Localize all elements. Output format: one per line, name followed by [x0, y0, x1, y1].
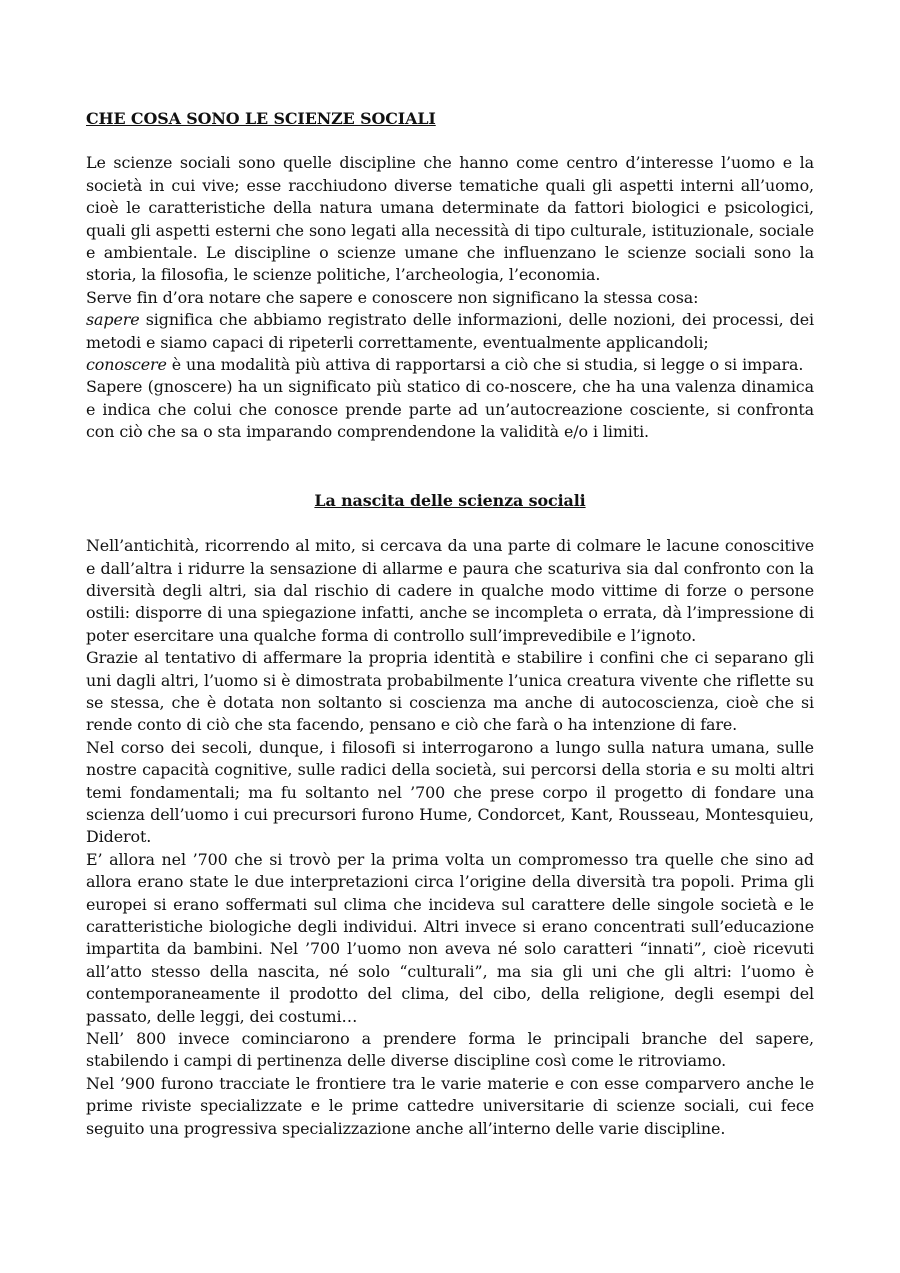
paragraph-identita: Grazie al tentativo di affermare la propria identità e stabilire i confini che ci separano gli uni dagli altri, l’uomo si è dimostrata probabilmente l’unica creatura vivente che riflette su se stessa, che è dotata non soltanto si coscienza ma anche di autocoscienza, cioè che si rende conto di ciò che sta facendo, pensano e ciò che farà o ha intenzione di fare.	[86, 648, 814, 735]
section-subtitle: La nascita delle scienza sociali	[314, 490, 586, 510]
paragraph-sapere-text: significa che abbiamo registrato delle informazioni, delle nozioni, dei processi, dei metodi e siamo capaci di ripeterli correttamente, eventualmente applicandoli;	[86, 310, 814, 352]
document-page	[86, 108, 814, 1140]
term-conoscere: conoscere	[86, 355, 167, 375]
paragraph-settecento: E’ allora nel ’700 che si trovò per la prima volta un compromesso tra quelle che sino ad allora erano state le due interpretazioni circa l’origine della diversità tra popoli. Prima gli europei si erano soffermati sul clima che incideva sul carattere delle singole società e le caratteristiche biologiche degli individui. Altri invece si erano concentrati sull’educazione impartita da bambini. Nel ’700 l’uomo non aveva né solo caratteri “innati”, cioè ricevuti all’atto stesso della nascita, né solo “culturali”, ma sia gli uni che gli altri: l’uomo è contemporaneamente il prodotto del clima, del cibo, della religione, degli esempi del passato, delle leggi, dei costumi…	[86, 849, 814, 1026]
paragraph-conoscere-text: è una modalità più attiva di rapportarsi a ciò che si studia, si legge o si impara.	[166, 355, 804, 375]
paragraph-gnoscere: Sapere (gnoscere) ha un significato più statico di co-noscere, che ha una valenza dinamica e indica che colui che conosce prende parte ad un’autocreazione cosciente, si confronta con ciò che sa o sta imparando comprendendone la validità e/o i limiti.	[86, 377, 814, 442]
term-sapere: sapere	[86, 310, 140, 330]
paragraph-filosofi: Nel corso dei secoli, dunque, i filosofi si interrogarono a lungo sulla natura umana, sulle nostre capacità cognitive, sulle radici della società, sui percorsi della storia e su molti altri temi fondamentali; ma fu soltanto nel ’700 che prese corpo il progetto di fondare una scienza dell’uomo i cui precursori furono Hume, Condorcet, Kant, Rousseau, Montesquieu, Diderot.	[86, 737, 814, 847]
paragraph-definition: Le scienze sociali sono quelle discipline che hanno come centro d’interesse l’uomo e la società in cui vive; esse racchiudono diverse tematiche quali gli aspetti interni all’uomo, cioè le caratteristiche della natura umana determinate da fattori biologici e psicologici, quali gli aspetti esterni che sono legati alla necessità di tipo culturale, istituzionale, sociale e ambientale. Le discipline o scienze umane che influenzano le scienze sociali sono la storia, la filosofia, le scienze politiche, l’archeologia, l’economia.	[86, 153, 814, 285]
paragraph-novecento: Nel ’900 furono tracciate le frontiere tra le varie materie e con esse comparvero anche le prime riviste specializzate e le prime cattedre universitarie di scienze sociali, cui fece seguito una progressiva specializzazione anche all’interno delle varie discipline.	[86, 1073, 814, 1138]
paragraph-antichita: Nell’antichità, ricorrendo al mito, si cercava da una parte di colmare le lacune conoscitive e dall’altra i ridurre la sensazione di allarme e paura che scaturiva sia dal confronto con la diversità degli altri, sia dal rischio di cadere in qualche modo vittime di forze o persone ostili: disporre di una spiegazione infatti, anche se incompleta o errata, dà l’impressione di poter esercitare una qualche forma di controllo sull’imprevedibile e l’ignoto.	[86, 536, 814, 645]
paragraph-conoscere	[86, 354, 814, 376]
paragraph-sapere	[86, 309, 814, 354]
paragraph-ottocento: Nell’ 800 invece cominciarono a prendere forma le principali branche del sapere, stabilendo i campi di pertinenza delle diverse discipline così come le ritroviamo.	[86, 1029, 814, 1071]
section-title: CHE COSA SONO LE SCIENZE SOCIALI	[86, 109, 436, 128]
paragraph-sapere-conoscere-intro: Serve fin d’ora notare che sapere e conoscere non significano la stessa cosa:	[86, 287, 699, 307]
